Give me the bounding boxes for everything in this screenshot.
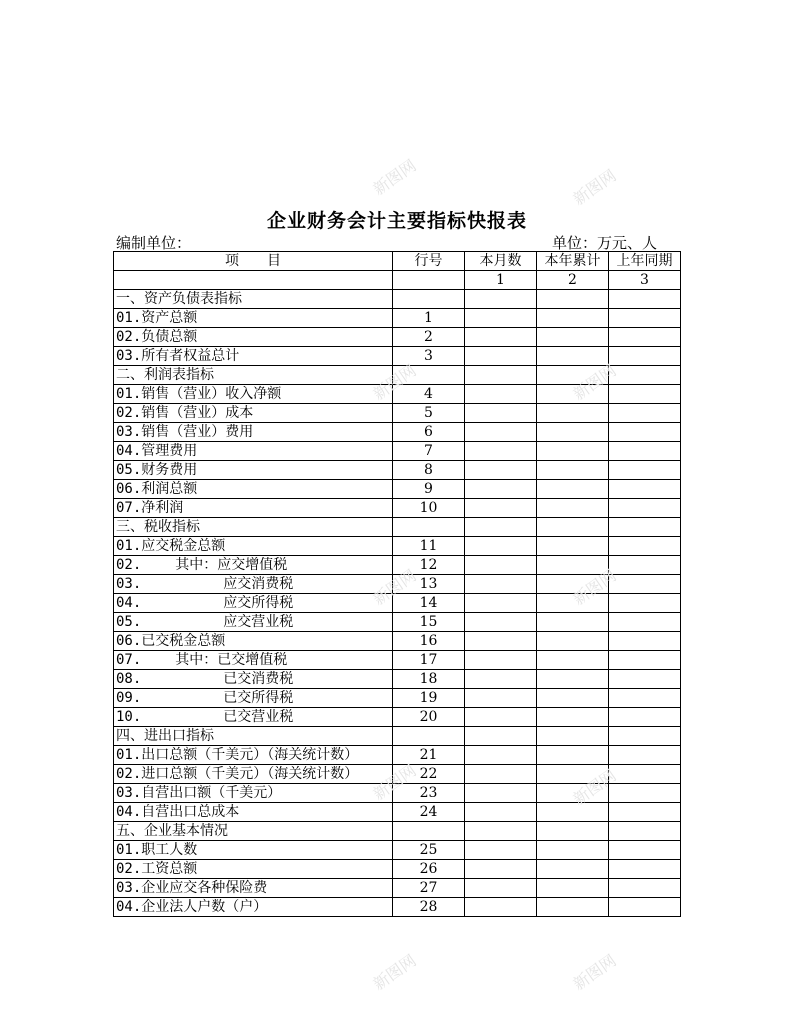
value-this-month[interactable]	[465, 822, 537, 841]
value-ytd[interactable]	[537, 385, 609, 404]
row-label: 已交营业税	[223, 709, 294, 725]
watermark-text: 新图网	[369, 360, 420, 404]
table-row	[114, 670, 681, 689]
row-code: 08.	[116, 671, 142, 687]
value-this-month[interactable]	[465, 423, 537, 442]
report-title: 企业财务会计主要指标快报表	[266, 210, 527, 232]
watermark-text: 新图网	[369, 155, 420, 199]
value-this-month[interactable]	[465, 632, 537, 651]
row-label: 已交税金总额	[141, 633, 226, 649]
value-last-year[interactable]	[609, 632, 681, 651]
row-label: 已交所得税	[223, 690, 294, 706]
row-code: 04.	[116, 595, 142, 611]
value-ytd[interactable]	[537, 556, 609, 575]
value-last-year[interactable]	[609, 480, 681, 499]
row-line-no: 26	[393, 860, 465, 879]
row-label: 财务费用	[141, 462, 198, 478]
value-last-year[interactable]	[609, 822, 681, 841]
value-ytd[interactable]	[537, 442, 609, 461]
table-row	[114, 784, 681, 803]
value-this-month[interactable]	[465, 784, 537, 803]
row-item-cell	[114, 480, 393, 499]
row-line-no	[393, 366, 465, 385]
row-label: 资产总额	[141, 310, 198, 326]
value-this-month[interactable]	[465, 727, 537, 746]
row-line-no: 12	[393, 556, 465, 575]
value-this-month[interactable]	[465, 708, 537, 727]
row-item-cell	[114, 594, 393, 613]
blank-cell	[114, 271, 393, 290]
value-last-year[interactable]	[609, 404, 681, 423]
row-label: 一、资产负债表指标	[116, 291, 242, 307]
row-item-cell	[114, 765, 393, 784]
value-this-month[interactable]	[465, 347, 537, 366]
value-last-year[interactable]	[609, 594, 681, 613]
row-label: 自营出口总成本	[141, 804, 240, 820]
value-last-year[interactable]	[609, 366, 681, 385]
row-line-no: 9	[393, 480, 465, 499]
watermark-text: 新图网	[369, 565, 420, 609]
row-label: 负债总额	[141, 329, 198, 345]
value-this-month[interactable]	[465, 746, 537, 765]
value-ytd[interactable]	[537, 708, 609, 727]
row-label: 工资总额	[141, 861, 198, 877]
row-line-no: 3	[393, 347, 465, 366]
unit-label: 单位：万元、人	[552, 234, 658, 252]
value-last-year[interactable]	[609, 556, 681, 575]
row-label: 职工人数	[141, 842, 198, 858]
row-label: 应交所得税	[223, 595, 294, 611]
row-item-cell	[114, 784, 393, 803]
value-ytd[interactable]	[537, 537, 609, 556]
row-line-no: 7	[393, 442, 465, 461]
table-row	[114, 499, 681, 518]
table-row	[114, 765, 681, 784]
row-item-cell	[114, 727, 393, 746]
table-row	[114, 898, 681, 917]
value-this-month[interactable]	[465, 404, 537, 423]
table-row	[114, 347, 681, 366]
value-this-month[interactable]	[465, 594, 537, 613]
row-code: 03.	[116, 424, 142, 440]
value-ytd[interactable]	[537, 347, 609, 366]
table-row	[114, 404, 681, 423]
row-line-no: 20	[393, 708, 465, 727]
value-last-year[interactable]	[609, 689, 681, 708]
indicator-table	[113, 251, 681, 917]
row-code: 04.	[116, 804, 142, 820]
row-code: 01.	[116, 386, 142, 402]
value-this-month[interactable]	[465, 879, 537, 898]
row-line-no	[393, 518, 465, 537]
table-row	[114, 727, 681, 746]
header-number-row	[114, 271, 681, 290]
row-item-cell	[114, 613, 393, 632]
value-ytd[interactable]	[537, 309, 609, 328]
row-line-no: 24	[393, 803, 465, 822]
row-label: 已交消费税	[223, 671, 294, 687]
value-ytd[interactable]	[537, 670, 609, 689]
row-label: 利润总额	[141, 481, 198, 497]
value-ytd[interactable]	[537, 461, 609, 480]
table-row	[114, 461, 681, 480]
value-last-year[interactable]	[609, 708, 681, 727]
value-last-year[interactable]	[609, 784, 681, 803]
column-number: 3	[609, 271, 681, 290]
value-this-month[interactable]	[465, 461, 537, 480]
row-label: 二、利润表指标	[116, 367, 214, 383]
value-last-year[interactable]	[609, 347, 681, 366]
row-line-no	[393, 290, 465, 309]
value-last-year[interactable]	[609, 841, 681, 860]
row-line-no: 8	[393, 461, 465, 480]
row-code: 03.	[116, 576, 142, 592]
row-item-cell	[114, 537, 393, 556]
row-line-no: 25	[393, 841, 465, 860]
value-last-year[interactable]	[609, 328, 681, 347]
table-row	[114, 594, 681, 613]
row-line-no: 2	[393, 328, 465, 347]
row-item-cell	[114, 404, 393, 423]
watermark-text: 新图网	[569, 165, 620, 209]
row-item-cell	[114, 461, 393, 480]
value-ytd[interactable]	[537, 860, 609, 879]
row-item-cell	[114, 746, 393, 765]
header-ytd: 本年累计	[537, 252, 609, 271]
watermark-text: 新图网	[569, 950, 620, 994]
row-line-no: 22	[393, 765, 465, 784]
value-ytd[interactable]	[537, 898, 609, 917]
header-row	[114, 252, 681, 271]
value-this-month[interactable]	[465, 499, 537, 518]
value-this-month[interactable]	[465, 309, 537, 328]
value-ytd[interactable]	[537, 518, 609, 537]
row-line-no: 11	[393, 537, 465, 556]
value-last-year[interactable]	[609, 860, 681, 879]
row-code: 09.	[116, 690, 142, 706]
row-line-no: 21	[393, 746, 465, 765]
value-last-year[interactable]	[609, 746, 681, 765]
value-this-month[interactable]	[465, 290, 537, 309]
row-item-cell	[114, 670, 393, 689]
row-label: 管理费用	[141, 443, 198, 459]
value-last-year[interactable]	[609, 290, 681, 309]
row-label: 应交税金总额	[141, 538, 226, 554]
value-this-month[interactable]	[465, 537, 537, 556]
row-line-no	[393, 727, 465, 746]
table-row	[114, 575, 681, 594]
row-code: 07.	[116, 500, 142, 516]
value-ytd[interactable]	[537, 423, 609, 442]
table-row	[114, 309, 681, 328]
row-code: 10.	[116, 709, 142, 725]
row-code: 01.	[116, 310, 142, 326]
table-row	[114, 708, 681, 727]
row-item-cell	[114, 803, 393, 822]
row-code: 03.	[116, 785, 142, 801]
column-number: 1	[465, 271, 537, 290]
column-number: 2	[537, 271, 609, 290]
row-label: 净利润	[141, 500, 184, 516]
value-this-month[interactable]	[465, 518, 537, 537]
value-ytd[interactable]	[537, 328, 609, 347]
row-code: 02.	[116, 557, 142, 573]
value-ytd[interactable]	[537, 613, 609, 632]
row-line-no	[393, 822, 465, 841]
row-code: 05.	[116, 462, 142, 478]
value-last-year[interactable]	[609, 803, 681, 822]
value-last-year[interactable]	[609, 898, 681, 917]
row-label: 销售（营业）成本	[141, 405, 254, 421]
value-ytd[interactable]	[537, 575, 609, 594]
row-code: 07.	[116, 652, 142, 668]
value-this-month[interactable]	[465, 556, 537, 575]
row-label: 三、税收指标	[116, 519, 200, 535]
row-line-no: 17	[393, 651, 465, 670]
row-item-cell	[114, 556, 393, 575]
value-ytd[interactable]	[537, 689, 609, 708]
row-line-no: 19	[393, 689, 465, 708]
value-last-year[interactable]	[609, 727, 681, 746]
value-ytd[interactable]	[537, 803, 609, 822]
value-last-year[interactable]	[609, 518, 681, 537]
value-last-year[interactable]	[609, 461, 681, 480]
compiling-unit-label: 编制单位：	[116, 234, 192, 252]
value-last-year[interactable]	[609, 309, 681, 328]
row-label: 所有者权益总计	[141, 348, 240, 364]
row-line-no: 27	[393, 879, 465, 898]
value-ytd[interactable]	[537, 822, 609, 841]
value-last-year[interactable]	[609, 499, 681, 518]
row-label: 五、企业基本情况	[116, 823, 228, 839]
value-ytd[interactable]	[537, 879, 609, 898]
value-last-year[interactable]	[609, 879, 681, 898]
value-last-year[interactable]	[609, 670, 681, 689]
row-label: 企业应交各种保险费	[141, 880, 268, 896]
value-last-year[interactable]	[609, 442, 681, 461]
watermark-text: 新图网	[569, 360, 620, 404]
value-ytd[interactable]	[537, 651, 609, 670]
value-ytd[interactable]	[537, 366, 609, 385]
row-line-no: 23	[393, 784, 465, 803]
value-ytd[interactable]	[537, 290, 609, 309]
row-label: 进口总额（千美元）（海关统计数）	[141, 766, 359, 782]
row-line-no: 1	[393, 309, 465, 328]
row-item-cell	[114, 366, 393, 385]
header-last-year: 上年同期	[609, 252, 681, 271]
value-this-month[interactable]	[465, 841, 537, 860]
value-this-month[interactable]	[465, 670, 537, 689]
row-line-no: 13	[393, 575, 465, 594]
value-ytd[interactable]	[537, 404, 609, 423]
row-item-cell	[114, 822, 393, 841]
row-label: 四、进出口指标	[116, 728, 214, 744]
value-this-month[interactable]	[465, 480, 537, 499]
row-code: 04.	[116, 443, 142, 459]
value-ytd[interactable]	[537, 746, 609, 765]
value-ytd[interactable]	[537, 499, 609, 518]
table-row	[114, 803, 681, 822]
row-code: 02.	[116, 861, 142, 877]
row-label: 销售（营业）费用	[141, 424, 254, 440]
row-line-no: 18	[393, 670, 465, 689]
row-code: 04.	[116, 899, 142, 915]
row-code: 01.	[116, 747, 142, 763]
row-line-no: 6	[393, 423, 465, 442]
row-item-cell	[114, 841, 393, 860]
value-this-month[interactable]	[465, 385, 537, 404]
value-this-month[interactable]	[465, 803, 537, 822]
value-last-year[interactable]	[609, 765, 681, 784]
table-row	[114, 328, 681, 347]
value-this-month[interactable]	[465, 689, 537, 708]
table-row	[114, 613, 681, 632]
row-item-cell	[114, 385, 393, 404]
table-row	[114, 556, 681, 575]
row-item-cell	[114, 518, 393, 537]
value-ytd[interactable]	[537, 765, 609, 784]
watermark-text: 新图网	[569, 565, 620, 609]
table-row	[114, 385, 681, 404]
row-item-cell	[114, 575, 393, 594]
row-item-cell	[114, 860, 393, 879]
row-code: 02.	[116, 766, 142, 782]
value-ytd[interactable]	[537, 841, 609, 860]
value-this-month[interactable]	[465, 860, 537, 879]
row-item-cell	[114, 708, 393, 727]
value-last-year[interactable]	[609, 651, 681, 670]
row-item-cell	[114, 499, 393, 518]
row-label: 自营出口额（千美元）	[141, 785, 282, 801]
row-item-cell	[114, 442, 393, 461]
row-code: 01.	[116, 538, 142, 554]
row-item-cell	[114, 879, 393, 898]
row-line-no: 5	[393, 404, 465, 423]
table-row	[114, 632, 681, 651]
row-code: 06.	[116, 481, 142, 497]
table-row	[114, 442, 681, 461]
row-line-no: 14	[393, 594, 465, 613]
row-line-no: 4	[393, 385, 465, 404]
value-this-month[interactable]	[465, 651, 537, 670]
table-row	[114, 822, 681, 841]
value-this-month[interactable]	[465, 898, 537, 917]
watermark-text: 新图网	[569, 765, 620, 809]
watermark-text: 新图网	[369, 760, 420, 804]
table-row	[114, 689, 681, 708]
row-label: 其中：应交增值税	[175, 557, 288, 573]
value-this-month[interactable]	[465, 575, 537, 594]
table-row	[114, 860, 681, 879]
value-ytd[interactable]	[537, 594, 609, 613]
value-ytd[interactable]	[537, 480, 609, 499]
row-line-no: 28	[393, 898, 465, 917]
table-row	[114, 879, 681, 898]
value-last-year[interactable]	[609, 423, 681, 442]
table-row	[114, 841, 681, 860]
row-item-cell	[114, 290, 393, 309]
value-this-month[interactable]	[465, 328, 537, 347]
row-line-no: 10	[393, 499, 465, 518]
header-item: 项 目	[114, 252, 393, 271]
row-line-no: 15	[393, 613, 465, 632]
row-code: 02.	[116, 405, 142, 421]
table-row	[114, 290, 681, 309]
row-item-cell	[114, 309, 393, 328]
row-label: 出口总额（千美元）（海关统计数）	[141, 747, 359, 763]
row-label: 应交消费税	[223, 576, 294, 592]
header-this-month: 本月数	[465, 252, 537, 271]
row-item-cell	[114, 632, 393, 651]
row-item-cell	[114, 689, 393, 708]
table-row	[114, 423, 681, 442]
row-item-cell	[114, 898, 393, 917]
row-code: 01.	[116, 842, 142, 858]
row-item-cell	[114, 347, 393, 366]
value-this-month[interactable]	[465, 442, 537, 461]
header-line-no: 行号	[393, 252, 465, 271]
row-line-no: 16	[393, 632, 465, 651]
row-item-cell	[114, 651, 393, 670]
value-ytd[interactable]	[537, 632, 609, 651]
value-this-month[interactable]	[465, 613, 537, 632]
value-this-month[interactable]	[465, 366, 537, 385]
value-last-year[interactable]	[609, 575, 681, 594]
table-row	[114, 746, 681, 765]
value-last-year[interactable]	[609, 537, 681, 556]
row-label: 应交营业税	[223, 614, 294, 630]
value-ytd[interactable]	[537, 727, 609, 746]
row-label: 销售（营业）收入净额	[141, 386, 282, 402]
value-last-year[interactable]	[609, 385, 681, 404]
row-item-cell	[114, 328, 393, 347]
table-row	[114, 366, 681, 385]
value-ytd[interactable]	[537, 784, 609, 803]
row-code: 02.	[116, 329, 142, 345]
row-label: 企业法人户数（户）	[141, 899, 268, 915]
row-item-cell	[114, 423, 393, 442]
table-row	[114, 518, 681, 537]
watermark-text: 新图网	[369, 950, 420, 994]
blank-cell	[393, 271, 465, 290]
value-last-year[interactable]	[609, 613, 681, 632]
table-row	[114, 651, 681, 670]
table-row	[114, 480, 681, 499]
row-code: 03.	[116, 348, 142, 364]
row-code: 03.	[116, 880, 142, 896]
row-label: 其中：已交增值税	[175, 652, 288, 668]
row-code: 05.	[116, 614, 142, 630]
value-this-month[interactable]	[465, 765, 537, 784]
table-row	[114, 537, 681, 556]
row-code: 06.	[116, 633, 142, 649]
